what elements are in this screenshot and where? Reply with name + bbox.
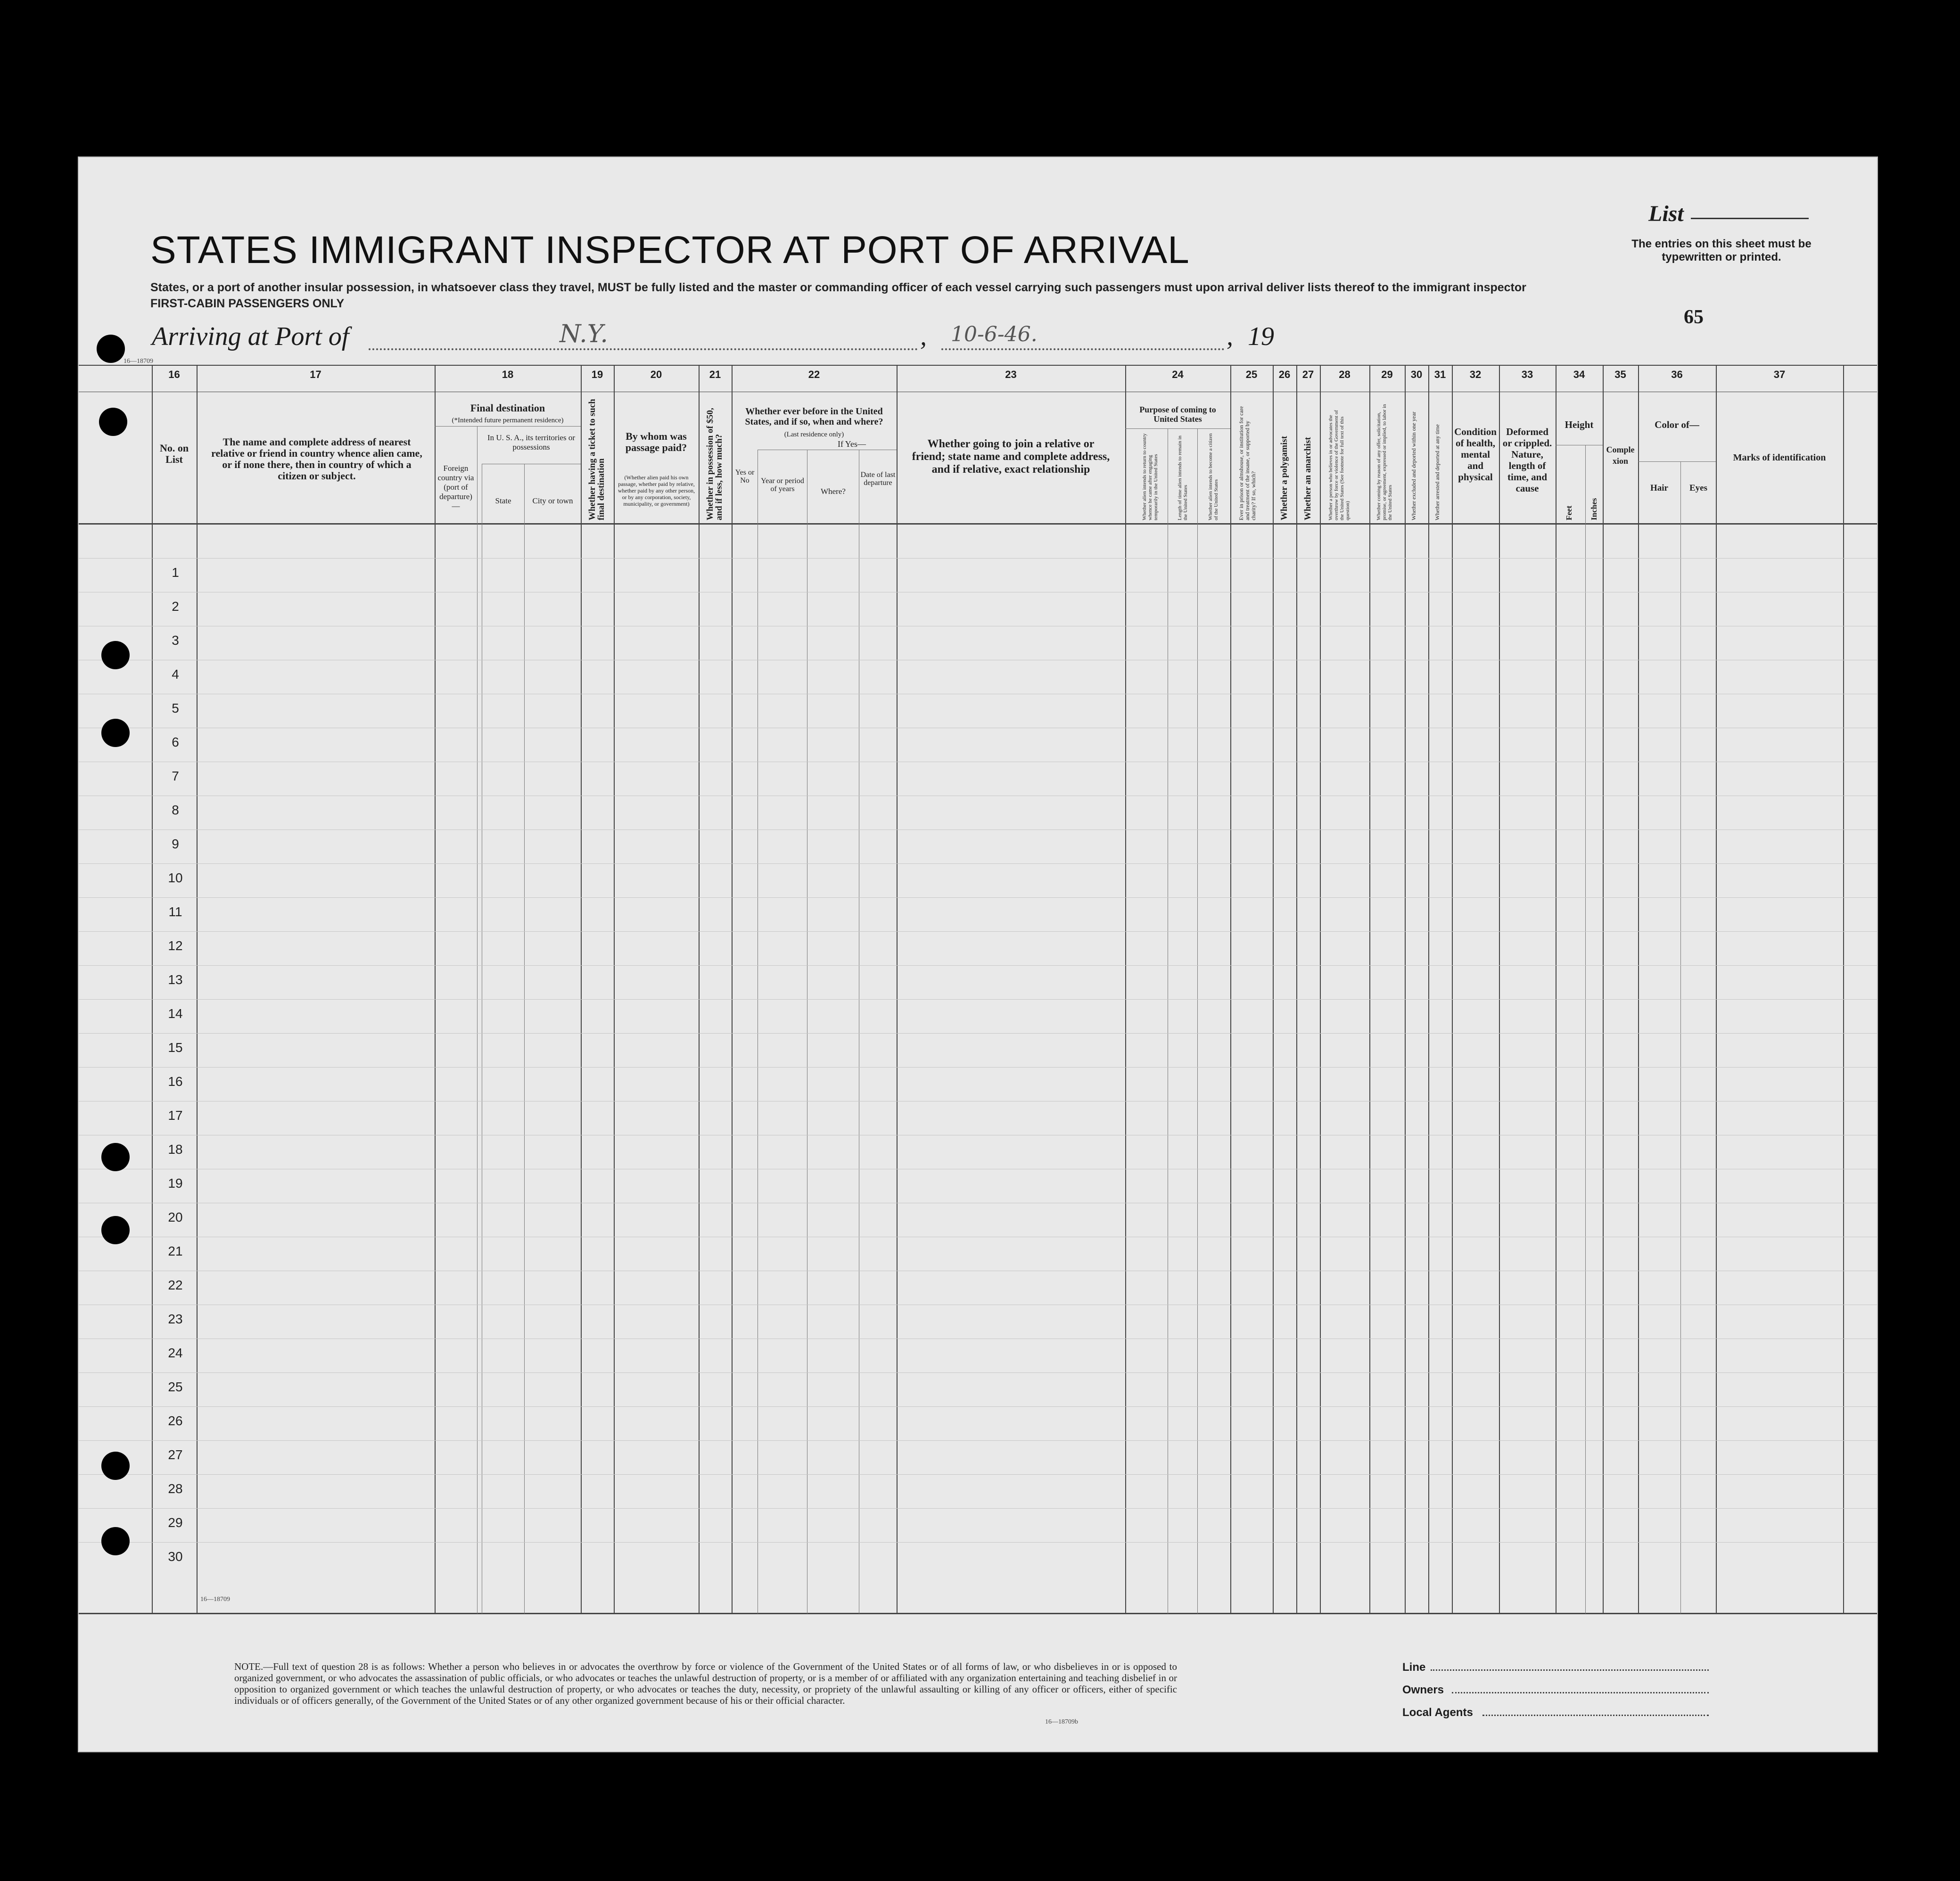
row-guide (79, 1474, 1877, 1475)
punch-hole (101, 1216, 130, 1244)
subheader-line (1125, 428, 1230, 429)
subcol-divider (1197, 428, 1198, 1614)
row-guide (79, 1508, 1877, 1509)
row-guide (79, 1406, 1877, 1407)
row-number: 25 (168, 1380, 183, 1394)
passenger-class: FIRST-CABIN PASSENGERS ONLY (150, 297, 345, 310)
form-title: STATES IMMIGRANT INSPECTOR AT PORT OF ARRIVAL (150, 229, 1190, 271)
row-number: 14 (168, 1006, 183, 1021)
row-number: 20 (168, 1210, 183, 1224)
col-divider (1603, 365, 1604, 1614)
subcol-divider (1680, 461, 1681, 1614)
punch-hole (99, 408, 127, 436)
table-bottom-border (79, 1613, 1877, 1614)
row-number: 24 (168, 1346, 183, 1360)
row-number: 7 (172, 769, 179, 783)
header-in-usa: In U. S. A., its territories or possessions (487, 433, 576, 452)
col-divider (1273, 365, 1274, 1614)
col-divider (732, 365, 733, 1614)
colnum-28: 28 (1339, 369, 1351, 380)
header-eyes: Eyes (1689, 483, 1707, 493)
header-final-destination-note: (*Intended future permanent residence) (452, 417, 564, 424)
row-guide (79, 897, 1877, 898)
col-divider (1428, 365, 1429, 1614)
row-number: 29 (168, 1515, 183, 1530)
row-guide (79, 863, 1877, 864)
row-guide (79, 999, 1877, 1000)
date-handwritten: 10-6-46. (951, 322, 1038, 346)
header-ticket: Whether having a ticket to such final destination (587, 399, 606, 520)
col-divider (581, 365, 582, 1614)
row-number: 9 (172, 837, 179, 851)
row-number: 28 (168, 1481, 183, 1496)
header-foreign-country: Foreign country via (port of departure)— (437, 464, 474, 510)
row-number: 5 (172, 701, 179, 715)
colnum-27: 27 (1302, 369, 1314, 380)
col-divider (435, 365, 436, 1614)
col-divider (1296, 365, 1297, 1614)
subcol-divider (524, 464, 525, 1614)
comma-separator: , (1227, 322, 1233, 351)
row-number: 17 (168, 1108, 183, 1123)
form-number-bottom: 16—18709 (200, 1596, 230, 1603)
header-passage-note: (Whether alien paid his own passage, whether paid by relative, whether paid by any other person, or by any corporation, society, municipality, or government) (618, 474, 695, 507)
row-number: 13 (168, 972, 183, 987)
line-field[interactable] (1431, 1669, 1709, 1671)
table-top-border (79, 365, 1877, 366)
subheader-line (1638, 461, 1716, 462)
colnum-23: 23 (1005, 369, 1017, 380)
header-hair: Hair (1650, 483, 1668, 493)
header-arrested: Whether arrested and deported at any time (1434, 424, 1441, 520)
arriving-label: Arriving at Port of (152, 322, 349, 351)
row-number: 8 (172, 803, 179, 817)
local-agents-label: Local Agents (1402, 1706, 1473, 1719)
owners-label: Owners (1402, 1684, 1444, 1696)
header-city: City or town (532, 496, 573, 505)
header-deformed: Deformed or crippled. Nature, length of time, and cause (1502, 426, 1552, 494)
row-number: 16 (168, 1074, 183, 1089)
row-number: 27 (168, 1447, 183, 1462)
page-number: 65 (1684, 306, 1704, 328)
row-number: 11 (168, 904, 182, 919)
col-divider (1405, 365, 1406, 1614)
header-excluded: Whether excluded and deported within one year (1410, 411, 1417, 520)
form-number-footer: 16—18709b (1045, 1718, 1078, 1725)
manifest-sheet (78, 156, 1878, 1752)
header-purpose: Purpose of coming to United States (1139, 405, 1216, 424)
header-yes-no: Yes or No (735, 468, 755, 485)
col-divider (197, 365, 198, 1614)
col-divider (1716, 365, 1717, 1614)
punch-hole (101, 641, 130, 669)
colnum-31: 31 (1434, 369, 1446, 380)
colnum-37: 37 (1773, 369, 1786, 380)
colnum-19: 19 (591, 369, 603, 380)
header-passage-paid: By whom was passage paid? (625, 430, 687, 453)
punch-hole (101, 1143, 130, 1171)
col-divider (1843, 365, 1844, 1614)
punch-hole (101, 1452, 130, 1480)
col-divider (152, 365, 153, 1614)
col-divider (1230, 365, 1231, 1614)
header-complexion: Complexion (1606, 445, 1635, 466)
port-field-line (369, 348, 918, 350)
colnum-20: 20 (650, 369, 662, 380)
row-guide (79, 1033, 1877, 1034)
row-number: 23 (168, 1312, 183, 1326)
punch-hole (97, 335, 125, 363)
colnum-29: 29 (1381, 369, 1393, 380)
colnum-33: 33 (1521, 369, 1533, 380)
punch-hole (101, 1527, 130, 1555)
header-labor-offer: Whether coming by reason of any offer, solicitation, promise, or agreement, expressed or implied, to labor in the United States (1376, 404, 1393, 520)
header-anarchist: Whether an anarchist (1303, 437, 1313, 520)
row-guide (79, 1440, 1877, 1441)
header-health: Condition of health, mental and physical (1454, 426, 1497, 483)
colnum-34: 34 (1573, 369, 1585, 380)
header-bottom-border (79, 523, 1877, 525)
header-purpose-citizen: Whether alien intends to become a citizen of the United States (1208, 433, 1219, 520)
header-prison: Ever in prison or almshouse, or institution for care and treatment of the insane, or supported by charity? If so, which? (1238, 406, 1257, 520)
header-relative-address: The name and complete address of nearest relative or friend in country whence alien came, or if none there, then in country of which a citizen or subject. (211, 436, 422, 482)
col-divider (1320, 365, 1321, 1614)
subcol-divider (477, 426, 478, 1614)
punch-hole (101, 719, 130, 747)
row-number: 18 (168, 1142, 183, 1157)
row-number: 4 (172, 667, 179, 682)
row-number: 15 (168, 1040, 183, 1055)
colnum-25: 25 (1245, 369, 1258, 380)
colnum-21: 21 (709, 369, 721, 380)
header-no-on-list: No. on List (159, 442, 189, 465)
row-guide (79, 558, 1877, 559)
col-divider (1369, 365, 1370, 1614)
header-marks: Marks of identification (1733, 452, 1826, 463)
colnum-32: 32 (1469, 369, 1482, 380)
owners-field[interactable] (1452, 1692, 1709, 1693)
col-divider (1125, 365, 1126, 1614)
list-label: List (1648, 201, 1684, 226)
header-state: State (495, 496, 511, 505)
row-number: 1 (172, 565, 179, 580)
row-guide (79, 1542, 1877, 1543)
row-number: 3 (172, 633, 179, 648)
header-feet: Feet (1565, 505, 1573, 520)
col-divider (699, 365, 700, 1614)
header-inches: Inches (1589, 498, 1598, 520)
header-color-of: Color of— (1655, 419, 1699, 430)
col-divider (1452, 365, 1453, 1614)
header-date-departure: Date of last departure (860, 471, 896, 487)
footnote-q28: NOTE.—Full text of question 28 is as follows: Whether a person who believes in or advocates the overthrow by force or violence of the Government of the United States or of all forms of law, or who disbelieves in or is opposed to organized government, or who advocates the assassination of public officials, or who advocates or teaches the unlawful destruction of property, or is a member of or affiliated with any organization entertaining and teaching disbelief in or opposition to organized government or which teaches the unlawful destruction of property, or who advocates or teaches the duty, necessity, or propriety of the unlawful assaulting or killing of any officer or officers, either of specific individuals or of officers generally, of the Government of the United States or of any other organized government because of his or their official character. (234, 1661, 1177, 1706)
row-number: 10 (168, 871, 183, 885)
col-divider (897, 365, 898, 1614)
row-number: 12 (168, 938, 183, 953)
port-handwritten: N.Y. (560, 320, 608, 348)
col-divider (1499, 365, 1500, 1614)
colnum-17: 17 (310, 369, 321, 380)
header-where: Where? (821, 487, 846, 496)
list-line (1691, 218, 1809, 219)
row-number: 30 (168, 1549, 183, 1564)
colnum-16: 16 (168, 369, 180, 380)
row-number: 2 (172, 599, 179, 614)
row-number: 22 (168, 1278, 183, 1292)
row-guide (79, 931, 1877, 932)
header-purpose-length: Length of time alien intends to remain in the United States (1177, 435, 1188, 520)
form-number: 16—18709 (124, 358, 153, 365)
comma-separator: , (920, 322, 927, 351)
header-fifty-dollars: Whether in possession of $50, and if less, how much? (705, 408, 724, 520)
header-going-to-join: Whether going to join a relative or friend; state name and complete address, and if relative, exact relationship (912, 438, 1110, 476)
colnum-35: 35 (1614, 369, 1626, 380)
row-number: 21 (168, 1244, 183, 1258)
col-divider (614, 365, 615, 1614)
colnum-30: 30 (1410, 369, 1423, 380)
row-guide (79, 965, 1877, 966)
header-ever-before: Whether ever before in the United States, and if so, when and where? (745, 406, 883, 427)
date-field-line (941, 348, 1224, 350)
header-final-destination: Final destination (470, 402, 545, 414)
header-polygamist: Whether a polygamist (1279, 435, 1289, 520)
header-if-yes: If Yes— (837, 439, 866, 449)
colnum-26: 26 (1278, 369, 1291, 380)
header-year-period: Year or period of years (761, 477, 804, 493)
subheader-line (435, 426, 581, 427)
line-label: Line (1402, 1661, 1426, 1674)
form-subtitle: States, or a port of another insular possession, in whatsoever class they travel, MUST be fully listed and the master or commanding officer of each vessel carrying such passengers must upon arrival deliver lists thereof to the immigrant inspector (150, 281, 1526, 294)
colnum-18: 18 (502, 369, 514, 380)
year-prefix: 19 (1248, 322, 1274, 351)
colnum-24: 24 (1172, 369, 1184, 380)
row-guide (79, 1372, 1877, 1373)
header-overthrow: Whether a person who believes in or advocates the overthrow by force or violence of the Government of the United States (See footnote for full text of this question) (1328, 410, 1351, 520)
entries-note: The entries on this sheet must be typewritten or printed. (1631, 238, 1812, 263)
local-agents-field[interactable] (1482, 1715, 1709, 1716)
subcol-divider (1585, 445, 1586, 1614)
col-divider (1638, 365, 1639, 1614)
header-height: Height (1565, 419, 1594, 430)
row-number: 6 (172, 735, 179, 749)
colnum-36: 36 (1671, 369, 1683, 380)
header-last-residence: (Last residence only) (784, 431, 844, 438)
row-number: 19 (168, 1176, 183, 1191)
colnum-22: 22 (808, 369, 820, 380)
row-number: 26 (168, 1413, 183, 1428)
header-purpose-return: Whether alien intends to return to country whence he came after engaging temporarily in the United States (1142, 433, 1159, 520)
row-guide (79, 1067, 1877, 1068)
